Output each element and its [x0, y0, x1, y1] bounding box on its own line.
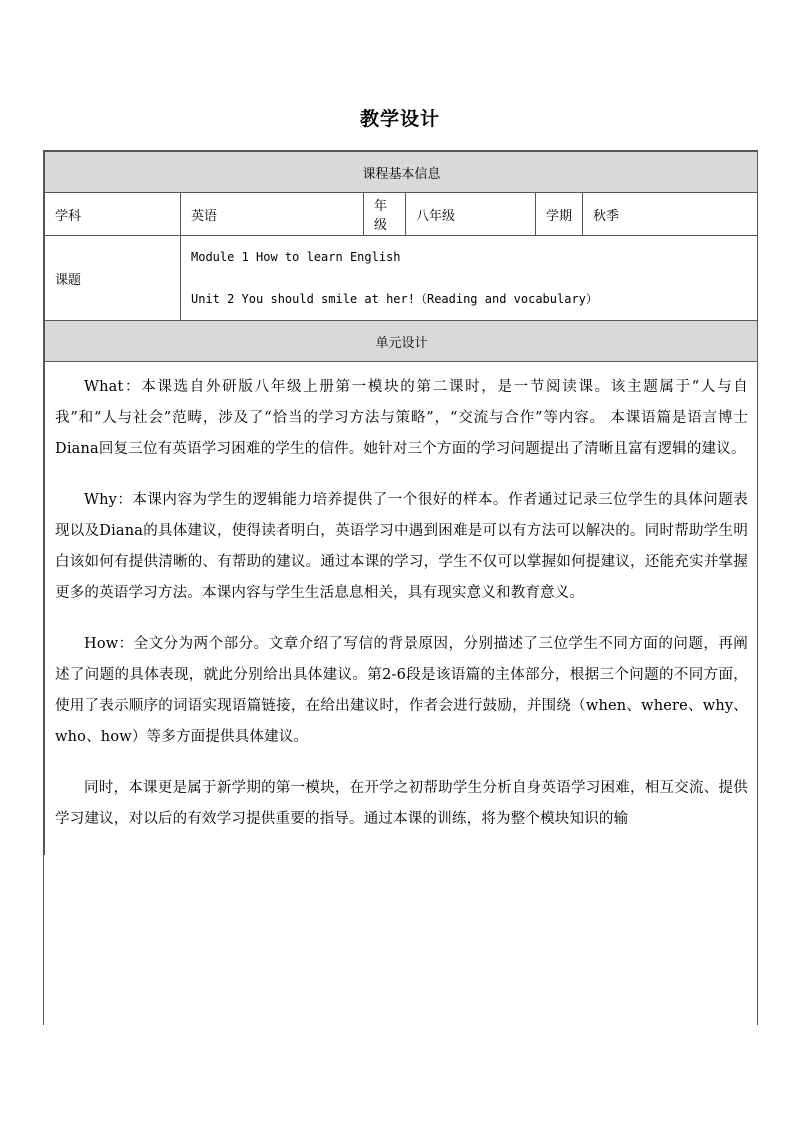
- subject-label: 学科: [45, 193, 181, 236]
- topic-module-line: Module 1 How to learn English: [191, 249, 401, 264]
- topic-unit-line: Unit 2 You should smile at her!（Reading and vocabulary）: [191, 291, 598, 306]
- grade-label: 年级: [364, 193, 406, 236]
- term-label: 学期: [536, 193, 583, 236]
- paragraph-how: How：全文分为两个部分。文章介绍了写信的背景原因，分别描述了三位学生不同方面的问题，再阐述了问题的具体表现，就此分别给出具体建议。第2-6段是该语篇的主体部分，根据三个问题的不同方面，使用了表示顺序的词语实现语篇链接，在给出建议时，作者会进行鼓励，并围绕（when、where、why、who、how）等多方面提供具体建议。: [55, 636, 749, 745]
- topic-label: 课题: [45, 236, 181, 321]
- paragraph-why: Why：本课内容为学生的逻辑能力培养提供了一个很好的样本。作者通过记录三位学生的具体问题表现以及Diana的具体建议，使得读者明白，英语学习中遇到困难是可以有方法可以解决的。同时帮助学生明白该如何有提供清晰的、有帮助的建议。通过本课的学习，学生不仅可以掌握如何提建议，还能充实并掌握更多的英语学习方法。本课内容与学生生活息息相关，具有现实意义和教育意义。: [55, 492, 749, 601]
- topic-value: [181, 236, 759, 321]
- lesson-plan-table: [44, 151, 758, 855]
- unit-design-header: 单元设计: [45, 321, 759, 362]
- unit-design-body: [45, 362, 759, 856]
- paragraph-also: 同时，本课更是属于新学期的第一模块，在开学之初帮助学生分析自身英语学习困难，相互交流、提供学习建议，对以后的有效学习提供重要的指导。通过本课的训练，将为整个模块知识的输: [55, 780, 749, 827]
- lesson-plan-table-frame: [43, 150, 758, 1025]
- course-info-header: 课程基本信息: [45, 152, 759, 193]
- grade-value: 八年级: [406, 193, 536, 236]
- page-title: 教学设计: [359, 108, 440, 130]
- subject-value: 英语: [181, 193, 364, 236]
- term-value: 秋季: [583, 193, 759, 236]
- paragraph-what: What：本课选自外研版八年级上册第一模块的第二课时，是一节阅读课。该主题属于“人与自我”和“人与社会”范畴，涉及了“恰当的学习方法与策略”，“交流与合作”等内容。 本课语篇是语言博士Diana回复三位有英语学习困难的学生的信件。她针对三个方面的学习问题提出了清晰且富有逻辑的建议。: [55, 379, 749, 457]
